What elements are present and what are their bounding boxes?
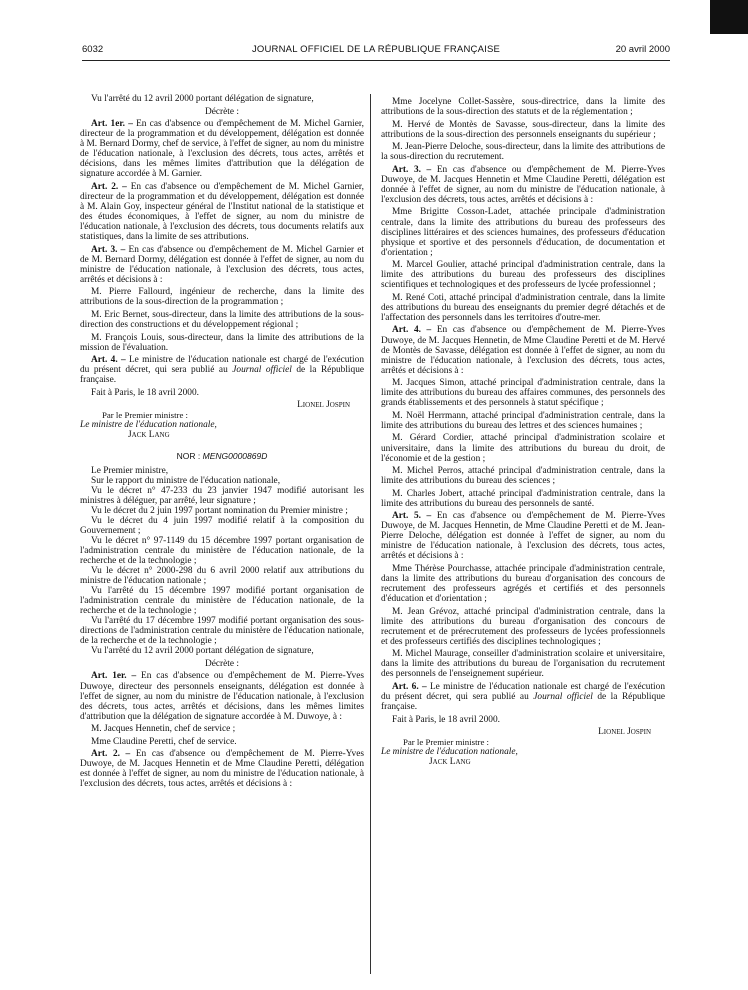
article-text: Le ministre de l'éducation nationale est chargé de l'exécution du présent décret, qui sera publié au [80,355,364,376]
article-text: En cas d'absence ou d'empêchement de M. Pierre-Yves Duwoye, de M. Jacques Hennetin et de Mme Claudine Peretti, délégation est donnée à l'effet de signer, au nom du ministre de l'éducation nationale, à l'exclusion des décrets, tous actes, arrêtés et décisions à : [80,749,364,790]
decree-heading: Décrète : [205,106,239,117]
delegate-item: Mme Thérèse Pourchasse, attachée principale d'administration centrale, dans la limite des attributions du bureau d'organisation des concours de recrutement des professeurs agrégés et certifiés et des personnels d'éducation et d'orientation ; [381,564,665,605]
delegate-item: M. Charles Jobert, attaché principal d'administration centrale, dans la limite des attributions du bureau des personnels de santé. [381,488,665,509]
article-text: En cas d'absence ou d'empêchement de M. Pierre-Yves Duwoye, de M. Jacques Hennetin, de Mme Claudine Peretti et de M. Hervé de Montès de Savasse, délégation est donnée à l'effet de signer, au nom du ministre de l'éducation nationale, à l'exclusion des décrets, tous actes, arrêtés et décisions à : [381,325,665,376]
article-text: En cas d'absence ou d'empêchement de M. Michel Garnier, directeur de la programmation et du développement, délégation est donnée à M. Bernard Dormy, chef de service, à l'effet de signer, au nom du ministre de l'éducation nationale, à l'exclusion des décrets, tous actes, arrêtés et décisions, dans les mêmes limites d'attribution que la délégation de signature accordée à M. Garnier. [80,119,364,180]
page-header [82,44,670,58]
minister-name: Jack Lang [429,757,471,768]
left-column [80,94,364,984]
issue-date: 20 avril 2000 [615,44,670,55]
article-text: En cas d'absence ou d'empêchement de M. Pierre-Yves Duwoye, de M. Jacques Hennetin et Mme Claudine Peretti, délégation est donnée à l'effet de signer, au nom du ministre de l'éducation nationale, à l'exclusion des décrets, tous actes, arrêtés et décisions à : [381,164,665,205]
article-label: Art. 5. – [392,511,432,522]
article [381,325,665,375]
visa: Vu le décret n° 47-233 du 23 janvier 1947 modifié autorisant les ministres à déléguer, par arrêté, leur signature ; [80,485,364,506]
article-label: Art. 3. – [392,164,432,175]
delegate-item: M. Noël Herrmann, attaché principal d'administration centrale, dans la limite des attributions du bureau des lettres et des sciences humaines ; [381,410,665,431]
delegate-item: M. Jacques Hennetin, chef de service ; [91,724,236,735]
registration-mark [710,0,748,34]
article-label: Art. 3. – [91,244,126,255]
column-divider [370,94,371,974]
signatory: Lionel Jospin [598,727,651,738]
delegate-item: M. Michel Maurage, conseiller d'administration scolaire et universitaire, dans la limite des attributions du bureau de l'organisation du recrutement des personnels de l'enseignement supérieur. [381,649,665,680]
journal-reference: Journal officiel [232,365,292,376]
article [80,355,364,385]
delegate-item: Mme Brigitte Cosson-Ladet, attachée principale d'administration centrale, dans la limite des attributions du bureau des professeurs des disciplines littéraires et des sciences humaines, des professeurs d'éducation physique et sportive et des personnels d'éducation, de documentation et d'orientation ; [381,207,665,258]
article [80,671,364,721]
delegate-item: M. Hervé de Montès de Savasse, sous-directeur, dans la limite des attributions de la sous-direction des personnels enseignants du supérieur ; [381,119,665,140]
visa: Vu le décret du 4 juin 1997 modifié relatif à la composition du Gouvernement ; [80,515,364,536]
nor-label: NOR : [176,450,201,461]
visa: Vu le décret n° 97-1149 du 15 décembre 1997 portant organisation de l'administration centrale du ministère de l'éducation nationale, de la recherche et de la technologie ; [80,535,364,566]
visa: Vu l'arrêté du 15 décembre 1997 modifié portant organisation de l'administration centrale du ministère de l'éducation nationale, de la recherche et de la technologie ; [80,586,364,617]
nor-reference [80,451,364,461]
delegate-item: M. René Coti, attaché principal d'administration centrale, dans la limite des attributions du bureau des enseignants du premier degré détachés et de l'affectation des personnels dans les territoires d'outre-mer. [381,292,665,323]
signature-role: Par le Premier ministre : [403,737,489,748]
article [381,682,665,712]
delegate-item: M. Eric Bernet, sous-directeur, dans la limite des attributions de la sous-direction des constructions et du développement régional ; [80,309,364,330]
article-label: Art. 2. – [91,749,131,760]
signatory: Lionel Jospin [297,400,350,411]
journal-title: JOURNAL OFFICIEL DE LA RÉPUBLIQUE FRANÇAISE [251,44,501,55]
article [80,749,364,789]
article-label: Art. 4. – [392,325,432,336]
article-label: Art. 1er. – [91,671,137,682]
article-text: En cas d'absence ou d'empêchement de M. Michel Garnier et de M. Bernard Dormy, délégation est donnée à l'effet de signer, au nom du ministre de l'éducation nationale, à l'exclusion des décrets, tous actes, arrêtés et décisions à : [80,244,364,285]
article-text: de la République française. [80,365,364,386]
article [381,165,665,205]
visa: Vu l'arrêté du 17 décembre 1997 modifié portant organisation des sous-directions de l'administration centrale du ministère de l'éducation nationale, de la recherche et de la technologie ; [80,616,364,647]
article-text: Le ministre de l'éducation nationale est chargé de l'exécution du présent décret, qui sera publié au [381,682,665,703]
delegate-item: M. Marcel Goulier, attaché principal d'administration centrale, dans la limite des attributions du bureau des professeurs des disciplines scientifiques et technologiques et des professeurs de lycée professionnel ; [381,260,665,291]
visa: Vu l'arrêté du 12 avril 2000 portant délégation de signature, [91,646,314,657]
delegate-item: M. Jacques Simon, attaché principal d'administration centrale, dans la limite des attributions du bureau des affaires communes, des personnels des grands établissements et des personnels à statut spécifique ; [381,378,665,409]
nor-code: MENG0000869D [202,450,268,461]
article-label: Art. 4. – [91,355,126,366]
visa: Vu le décret du 2 juin 1997 portant nomination du Premier ministre ; [91,505,348,516]
delegate-item: M. Pierre Fallourd, ingénieur de recherche, dans la limite des attributions de la sous-direction de la programmation ; [80,287,364,308]
article-label: Art. 1er. – [91,119,133,130]
delegate-item: M. Michel Perros, attaché principal d'administration centrale, dans la limite des attributions du bureau des sciences ; [381,466,665,487]
date-line: Fait à Paris, le 18 avril 2000. [392,714,500,725]
article-text: En cas d'absence ou d'empêchement de M. Pierre-Yves Duwoye, directeur des personnels enseignants, délégation est donnée à l'effet de signer, au nom du ministre de l'éducation nationale, à l'exclusion des décrets, tous actes, arrêtés et décisions, dans les mêmes limites d'attribution que la délégation de signature accordée à M. Duwoye, à : [80,671,364,722]
minister-title: Le ministre de l'éducation nationale, [80,420,217,431]
header-rule [82,60,670,61]
signature-role: Par le Premier ministre : [102,410,188,421]
delegate-item: M. Jean Grévoz, attaché principal d'administration centrale, dans la limite des attributions du bureau d'organisation des concours de recrutement et de prérecrutement des professeurs de lycées professionnels et des professeurs certifiés des disciplines technologiques ; [381,606,665,647]
article-text: de la République française. [381,692,665,713]
delegate-item: M. Jean-Pierre Deloche, sous-directeur, dans la limite des attributions de la sous-direction du recrutement. [381,142,665,163]
delegate-item: M. Gérard Cordier, attaché principal d'administration scolaire et universitaire, dans la limite des attributions du bureau du droit, de l'économie et de la gestion ; [381,433,665,464]
article [80,182,364,242]
article-label: Art. 2. – [91,181,127,192]
journal-reference: Journal officiel [533,692,593,703]
page-number: 6032 [82,44,104,55]
paragraph: Le Premier ministre, [91,465,169,476]
article [381,511,665,561]
paragraph: Sur le rapport du ministre de l'éducation nationale, [91,475,281,486]
decree-heading: Décrète : [205,658,239,669]
article-text: En cas d'absence ou d'empêchement de M. Michel Garnier, directeur de la programmation et du développement, délégation est donnée à M. Alain Goy, inspecteur général de l'Institut national de la statistique et des études économiques, à l'effet de signer, au nom du ministre de l'éducation nationale, à l'exclusion des décrets, tous documents relatifs aux statistiques, dans la limite de ses attributions. [80,181,364,243]
date-line: Fait à Paris, le 18 avril 2000. [91,387,199,398]
paragraph: Vu l'arrêté du 12 avril 2000 portant délégation de signature, [91,94,314,104]
delegate-item: Mme Jocelyne Collet-Sassère, sous-directrice, dans la limite des attributions de la sous-direction des statuts et de la réglementation ; [381,97,665,118]
right-column [381,97,665,987]
article-text: En cas d'absence ou d'empêchement de M. Pierre-Yves Duwoye, de M. Jacques Hennetin, de Mme Claudine Peretti et de M. Jean-Pierre Deloche, délégation est donnée à l'effet de signer, au nom du ministre de l'éducation nationale, à l'exclusion des décrets, tous actes, arrêtés et décisions à : [381,511,665,562]
article-label: Art. 6. – [392,682,427,693]
delegate-item: Mme Claudine Peretti, chef de service. [91,736,237,747]
minister-name: Jack Lang [128,430,170,441]
article [80,119,364,179]
visa: Vu le décret n° 2000-298 du 6 avril 2000 relatif aux attributions du ministre de l'éducation nationale ; [80,566,364,587]
minister-title: Le ministre de l'éducation nationale, [381,747,518,758]
delegate-item: M. François Louis, sous-directeur, dans la limite des attributions de la mission de l'évaluation. [80,332,364,353]
article [80,245,364,285]
